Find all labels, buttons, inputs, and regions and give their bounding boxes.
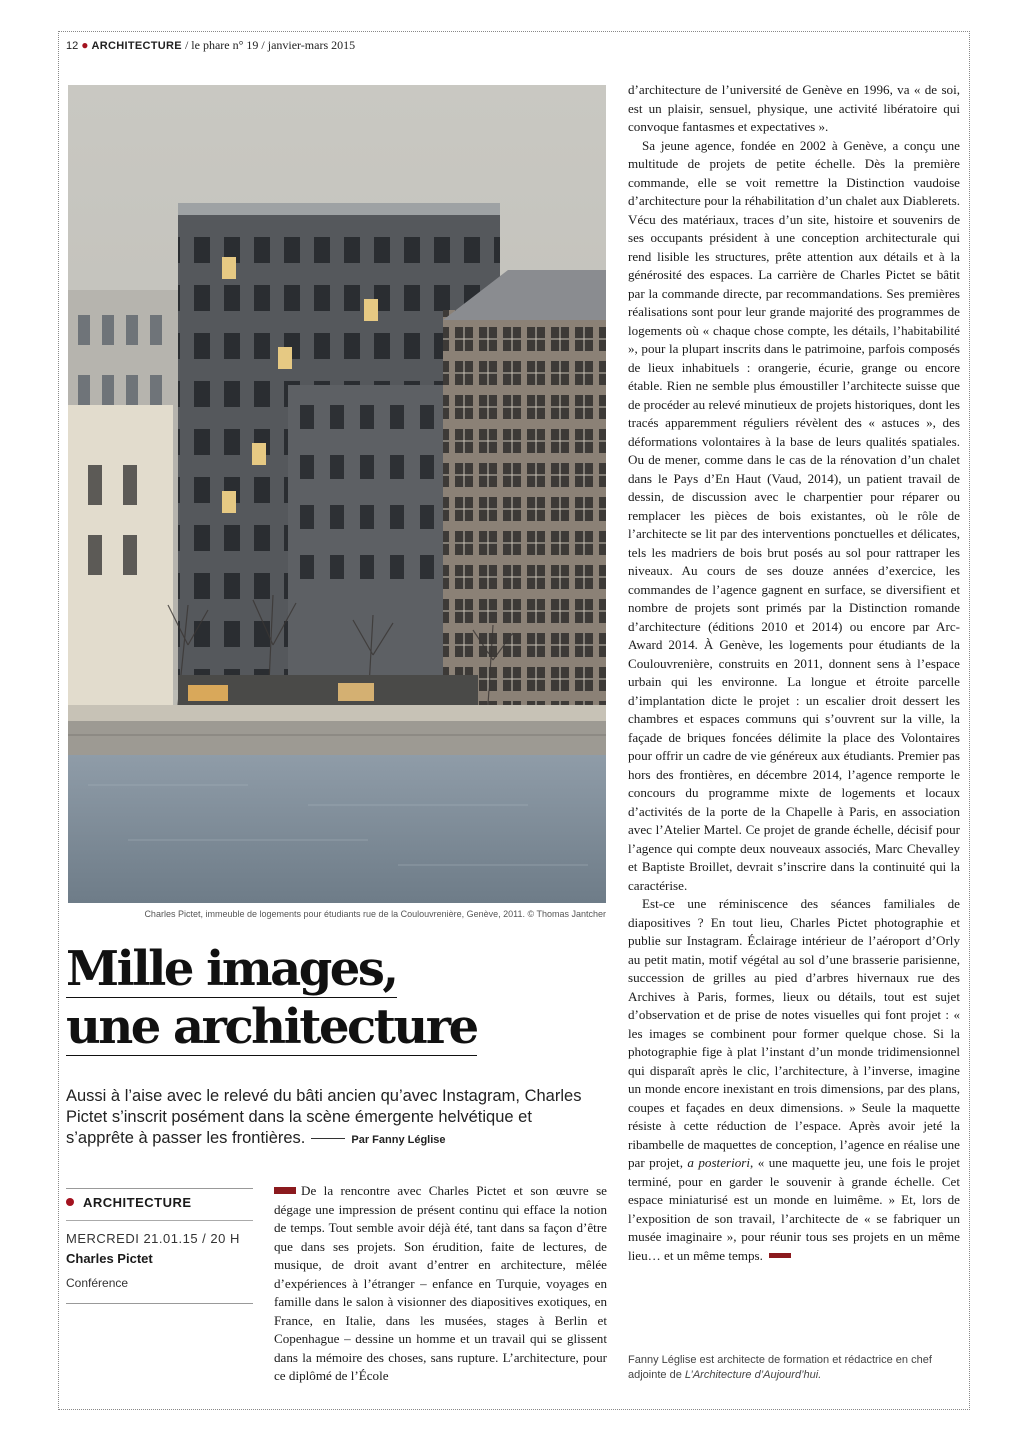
paragraph-3 (628, 895, 960, 1265)
title-line-1: Mille images, (66, 941, 397, 997)
start-marker-icon (274, 1187, 296, 1194)
body-column-right (628, 81, 960, 1265)
running-header (66, 38, 355, 53)
article-photo (68, 85, 606, 903)
bullet-icon: ● (81, 38, 89, 52)
body-column-middle (274, 1182, 607, 1386)
end-marker-icon (769, 1253, 791, 1258)
publication-info: / le phare n° 19 / janvier-mars 2015 (184, 38, 356, 52)
event-category-label: ARCHITECTURE (83, 1195, 192, 1210)
page-number: 12 (66, 40, 79, 52)
byline: Par Fanny Léglise (351, 1134, 446, 1146)
lead-text: Aussi à l’aise avec le relevé du bâti ancien qu’avec Instagram, Charles Pictet s’inscrit posément dans la scène émergente helvétique et s’apprête à passer les frontières. (66, 1087, 582, 1147)
paragraph-3-end: , « une maquette jeu, une fois le projet terminé, pour en garder le souvenir à grande échelle. Cet espace miniaturisé est un monde en luimême. » Et, lors de l’exposition de son travail, l’architecte de « se fabriquer un musée imaginaire », pour réunir tous ses projets en un même lieu… et un même temps. (628, 1155, 960, 1263)
bio-text: Fanny Léglise est architecte de formation et rédactrice en chef adjointe de (628, 1354, 932, 1381)
paragraph-3-italic: a posteriori (687, 1155, 751, 1170)
byline-rule (311, 1138, 345, 1139)
paragraph-1: d’architecture de l’université de Genève en 1996, va « de soi, est un plaisir, sensuel, physique, une activité libératoire qui convoque fantasmes et expectatives ». (628, 82, 960, 134)
event-box (66, 1188, 253, 1304)
event-name: Charles Pictet (66, 1251, 153, 1266)
paragraph-2: Sa jeune agence, fondée en 2002 à Genève, a conçu une multitude de projets de petite échelle. Dès la première commande, elle se voit remettre la Distinction vaudoise d’architecture pour la réhabilitation d’un chalet aux Diablerets. Vécu des matériaux, traces d’un site, histoire et souvenirs de ses occupants président à une conception architecturale qui rend lisible les structures, prête attention aux détails et à la générosité des espaces. La carrière de Charles Pictet se bâtit par la commande directe, par recommandations. Ses premières réalisations sont pour leur grande majorité des programmes de logements où « chaque chose compte, les détails, l’habitabilité », pour la plupart inscrits dans le patrimoine, parfois composés de lieux inhabituels : orangerie, écurie, grange ou encore étable. Rien ne semble plus émoustiller l’architecte suisse que de procéder au relevé minutieux de projets historiques, dont les tracés apparemment réguliers révèlent des « astuces », des déformations volontaires à la base de leurs qualités spatiales. Ou de mener, comme dans le cas de la rénovation d’un chalet dans le Pays d’En Haut (Vaud, 2014), un patient travail de dessin, de discussion avec le charpentier pour réparer ou remplacer les pièces de bois existantes, où le rôle de l’architecte se lit par des interventions ponctuelles et délicates, tels les madriers de bois brut posés au sol pour rattraper les niveaux. Au cours de ses douze années d’exercice, les commandes de l’agence gagnent en surface, se diversifient et nombre de projets sont primés par la Distinction romande d’architecture (éditions 2010 et 2014) ou encore par Arc-Award 2014. À Genève, les logements pour étudiants de la Coulouvrenière, construits en 2011, donnent sens à l’espace urbain qui les environne. La longue et étroite parcelle d’implantation dicte le projet : un escalier droit dessert les chambres et espaces communs qui s’ouvrent sur la ville, la façade de briques foncées délimite la place des Volontaires pour offrir un cadre de vie généreux aux étudiants. Premier pas hors des frontières, en décembre 2014, l’agence remporte le concours du programme mixte de logements et locaux d’activités de la porte de la Chapelle à Paris, en association avec l’Atelier Martel. Ce projet de grande échelle, décisif pour l’agence qui compte deux nouveaux associés, Marc Chevalley et Baptiste Broillet, devrait s’inscrire dans la continuité qui la caractérise. (628, 137, 960, 893)
section-label: ARCHITECTURE (91, 40, 182, 52)
body-text-middle: De la rencontre avec Charles Pictet et son œuvre se dégage une impression de présent continu qui efface la notion de temps. Tout semble avoir déjà été, tant dans sa façon d’être que dans ses projets. Son érudition, faite de lectures, de musique, de droit avant d’entrer en architecture, mêlée d’expériences à l’étranger – enfance en Turquie, voyages en famille dans le salon à visionner des diapositives exotiques, en France, en Italie, dans les musées, stages à Berlin et Copenhague – dessine un homme et un travail qui se glissent dans la mémoire des choses, sans rupture. L’architecture, pour ce diplômé de l’École (274, 1183, 607, 1383)
title-line-2: une architecture (66, 999, 477, 1055)
article-title (66, 940, 526, 1056)
event-type: Conférence (66, 1276, 129, 1290)
bio-magazine: L’Architecture d’Aujourd’hui. (684, 1369, 822, 1381)
divider (66, 1220, 253, 1221)
bullet-icon (66, 1198, 74, 1206)
paragraph-3-text: Est-ce une réminiscence des séances familiales de diapositives ? En tout lieu, Charles Pictet photographie et publie sur Instagram. Éclairage intérieur de l’aéroport d’Orly au petit matin, motif végétal au sol d’une brasserie parisienne, succession de grilles au pied d’arbres hivernaux rue des Archives à Paris, formes, lieux ou détails, tout est sujet d’observation et de prise de notes visuelles qui font projet : « les images se combinent pour former quelque chose. Si la photographie fige à plat l’instant d’un monde tridimensionnel qui disparaît après le clic, l’architecture, à l’inverse, imagine un monde encore inexistant en trois dimensions, par des plans, coupes et façades en deux dimensions. » Seule la maquette résiste à cette réduction de l’espace. Après avoir jeté la ribambelle de maquettes de conception, l’agence en réalise une par projet, (628, 896, 960, 1170)
author-bio (628, 1353, 963, 1383)
event-category (66, 1195, 192, 1210)
event-datetime: MERCREDI 21.01.15 / 20 H (66, 1231, 240, 1246)
article-lead (66, 1086, 586, 1151)
building-photo-illustration (68, 85, 606, 903)
photo-caption: Charles Pictet, immeuble de logements pour étudiants rue de la Coulouvrenière, Genève, 2011. © Thomas Jantcher (144, 909, 606, 919)
